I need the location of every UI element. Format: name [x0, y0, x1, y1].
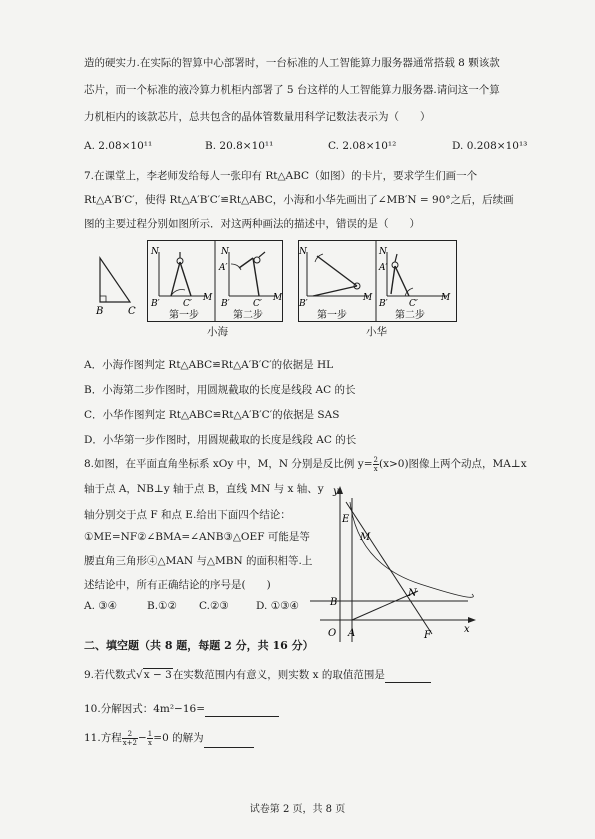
q8-line-3: 轴分别交于点 F 和点 E.给出下面四个结论：: [84, 509, 291, 521]
q6-line-3: 力机柜内的该款芯片，总共包含的晶体管数量用科学记数法表示为（ ）: [84, 111, 431, 123]
q7-p4-n: N: [379, 247, 387, 257]
q7-p3-m: M: [363, 293, 373, 303]
q7-p3-n: N: [299, 247, 307, 257]
q7-p2-bprime: B′: [221, 299, 230, 309]
q11-f1-num: 2: [122, 730, 138, 739]
q7-caption-xiaohai: 小海: [207, 326, 228, 338]
q11: [84, 728, 254, 748]
q7-p1-step: 第一步: [169, 310, 199, 321]
q11-f2-den: x: [148, 738, 152, 747]
q7-line-1: 7.在课堂上，李老师发给每人一张印有 Rt△ABC（如图）的卡片，要求学生们画一个: [84, 170, 478, 182]
q8-line-5: 腰直角三角形④△MAN 与△MBN 的面积相等.上: [84, 555, 313, 567]
q9-answer-blank[interactable]: [385, 671, 431, 683]
q11-pre: 11.方程: [84, 732, 122, 744]
q7-label-c: C: [128, 306, 136, 317]
q8-line-1-post: (x>0)图像上两个动点，MA⊥x: [378, 458, 527, 470]
q8-label-o: O: [328, 628, 337, 639]
q7-card-triangle: [90, 250, 150, 320]
q7-p4-aprime: A′: [379, 263, 388, 273]
q8-label-n: N: [408, 588, 417, 599]
q8-line-2: 轴于点 A，NB⊥y 轴于点 B，直线 MN 与 x 轴、y: [84, 483, 324, 495]
q9-pre: 9.若代数式: [84, 669, 137, 681]
q10-answer-blank[interactable]: [205, 705, 279, 717]
q7-step-panels: [147, 240, 457, 322]
q8-axis-y: y: [333, 486, 339, 497]
q7-p4-step: 第二步: [395, 310, 425, 321]
q7-line-3: 图的主要过程分别如图所示．对这两种画法的描述中，错误的是（ ）: [84, 218, 420, 230]
q8-option-c[interactable]: C.②③: [199, 600, 229, 612]
q7-p4-bprime: B′: [379, 299, 388, 309]
q11-f1-den: x+2: [122, 738, 137, 747]
q11-post: =0 的解为: [153, 732, 204, 744]
q7-p2-n: N: [221, 247, 229, 257]
q9-sqrt-sign: √: [136, 669, 143, 681]
q8-axis-x: x: [464, 624, 470, 635]
q7-option-a[interactable]: A．小海作图判定 Rt△ABC≌Rt△A′B′C′的依据是 HL: [84, 359, 334, 371]
q8-line-1: [84, 454, 527, 474]
q8-label-a: A: [348, 628, 356, 639]
q7-p2-step: 第二步: [233, 310, 263, 321]
q8-label-e: E: [342, 514, 350, 525]
page-footer: 试卷第 2 页，共 8 页: [249, 804, 346, 815]
q7-option-c[interactable]: C．小华作图判定 Rt△ABC≌Rt△A′B′C′的依据是 SAS: [84, 409, 340, 421]
q8-label-f: F: [424, 630, 431, 641]
q6-option-d[interactable]: D. 0.208×10¹³: [452, 140, 528, 152]
q8-option-a[interactable]: A. ③④: [84, 600, 118, 612]
q10: [84, 701, 279, 717]
q7-caption-xiaohua: 小华: [366, 326, 387, 338]
q6-option-b[interactable]: B. 20.8×10¹¹: [205, 140, 274, 152]
q8-frac-den: x: [373, 464, 378, 473]
q10-text: 10.分解因式：4m²−16=: [84, 703, 206, 715]
q9-radicand: x − 3: [143, 669, 172, 681]
q7-p4-m: M: [441, 293, 451, 303]
q7-p1-n: N: [151, 247, 159, 257]
q7-p3-step: 第一步: [317, 310, 347, 321]
q11-frac-1: [122, 730, 138, 747]
q7-p3-bprime: B′: [299, 299, 308, 309]
q8-line-6: 述结论中，所有正确结论的序号是( ): [84, 579, 271, 591]
q7-p1-bprime: B′: [151, 299, 160, 309]
q7-p2-cprime: C′: [253, 299, 262, 309]
q11-f2-num: 1: [147, 729, 153, 738]
section-fill-in-title: 二、填空题（共 8 题，每题 2 分，共 16 分）: [84, 639, 314, 652]
q11-answer-blank[interactable]: [204, 736, 254, 748]
q7-p2-m: M: [273, 293, 283, 303]
q8-coordinate-figure: [300, 484, 480, 646]
q6-option-c[interactable]: C. 2.08×10¹²: [328, 140, 397, 152]
q8-option-b[interactable]: B.①②: [147, 600, 177, 612]
q6-line-1: 造的硬实力.在实际的智算中心部署时，一台标准的人工智能算力服务器通常搭载 8 颗该款: [84, 57, 500, 69]
q7-line-2: Rt△A′B′C′，使得 Rt△A′B′C′≌Rt△ABC，小海和小华先画出了∠MB′N = 90°之后，后续画: [84, 194, 514, 206]
q8-line-4: ①ME=NF②∠BMA=∠ANB③△OEF 可能是等: [84, 531, 310, 543]
q7-option-d[interactable]: D．小华第一步作图时，用圆规截取的长度是线段 AC 的长: [84, 434, 357, 446]
q6-option-a[interactable]: A. 2.08×10¹¹: [84, 140, 153, 152]
q8-line-1-pre: 8.如图，在平面直角坐标系 xOy 中，M，N 分别是反比例 y=: [84, 458, 373, 470]
q7-label-b: B: [96, 306, 104, 317]
q7-p1-cprime: C′: [183, 299, 192, 309]
q8-option-d[interactable]: D. ①③④: [256, 600, 299, 612]
q9: [84, 667, 431, 683]
q8-label-b: B: [330, 597, 338, 608]
q8-label-m: M: [360, 532, 371, 543]
q7-p1-m: M: [203, 293, 213, 303]
q11-minus: −: [137, 732, 147, 744]
q7-p2-aprime: A′: [219, 263, 228, 273]
q7-option-b[interactable]: B．小海第二步作图时，用圆规截取的长度是线段 AC 的长: [84, 384, 356, 396]
q6-line-2: 芯片，而一个标准的液冷算力机柜内部署了 5 台这样的人工智能算力服务器.请问这一个算: [84, 84, 500, 96]
q9-post: 在实数范围内有意义，则实数 x 的取值范围是: [172, 669, 385, 681]
q8-frac-num: 2: [373, 455, 378, 464]
q7-p4-cprime: C′: [409, 299, 418, 309]
